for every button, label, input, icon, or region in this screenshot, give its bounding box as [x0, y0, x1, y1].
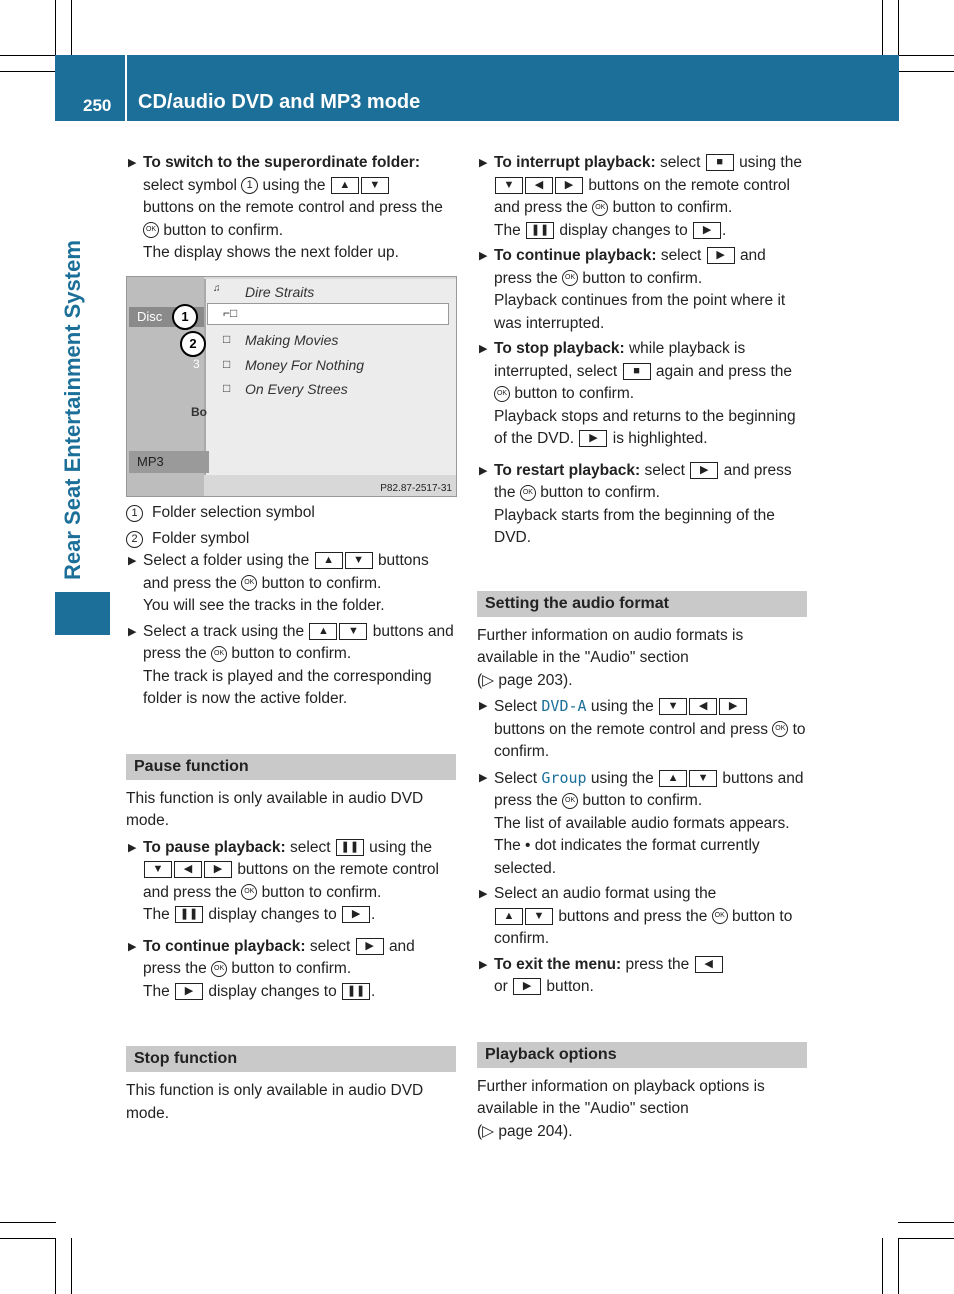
section-heading-pause: Pause function — [126, 754, 456, 780]
playback-intro: Further information on playback options is available in the "Audio" section (▷ page 204). — [477, 1077, 765, 1140]
audio-intro: Further information on audio formats is available in the "Audio" section (▷ page 203). — [477, 626, 744, 689]
crop-mark — [0, 1238, 56, 1239]
screen-mp3-label: MP3 — [129, 451, 209, 473]
screen-folder-icon: □ — [223, 381, 231, 395]
screen-track-number: 3 — [193, 357, 200, 371]
crop-mark — [898, 1222, 954, 1223]
header-divider — [125, 55, 127, 121]
crop-mark — [55, 0, 56, 56]
folder-screenshot — [126, 276, 457, 497]
left-column-lower — [126, 502, 456, 1125]
legend-item: 1 Folder selection symbol — [126, 502, 456, 525]
screen-bo-label: Bo — [191, 405, 207, 419]
pause-intro: This function is only available in audio DVD mode. — [126, 789, 424, 829]
step-continue-playback: ▶ To continue playback: select ▶ and press the OK button to confirm. The ▶ display changes to ❚❚ . — [128, 937, 415, 1000]
callout-1-marker: 1 — [172, 304, 198, 330]
step-select-group: ▶ Select Group using the ▲ ▼ buttons and press the OK button to confirm. The list of available audio formats appears. The • dot indicates the format currently selected. — [479, 768, 804, 877]
crop-mark — [71, 1238, 72, 1294]
step-pause-playback: ▶ To pause playback: select ❚❚ using the ▼ ◀ ▶ buttons on the remote control and press the OK button to confirm. The ❚❚ display changes to ▶ . — [128, 838, 439, 923]
screen-mp3-logo: ♫ — [213, 283, 221, 294]
step-select-track: ▶ Select a track using the ▲ ▼ buttons and press the OK button to confirm. The track is played and the corresponding folder is now the active folder. — [128, 622, 454, 707]
crop-mark — [898, 1238, 954, 1239]
stop-button-icon: ■ — [706, 154, 734, 171]
selected-dot-icon: • — [525, 837, 531, 854]
crop-mark — [0, 55, 56, 56]
step-select-dvda: ▶ Select DVD-A using the ▼ ◀ ▶ buttons on the remote control and press OK to confirm. — [479, 697, 806, 760]
section-heading-stop: Stop function — [126, 1046, 456, 1072]
ok-button-icon: OK — [143, 222, 159, 238]
screen-folder-item: Making Movies — [245, 332, 339, 348]
step-superordinate-folder: ▶ To switch to the superordinate folder: select symbol 1 using the ▲ ▼ buttons on the remote control and press the OK button to confirm. The display shows the next folder up. — [128, 154, 443, 261]
screen-figure-code: P82.87-2517-31 — [380, 483, 452, 494]
dvda-menu-item: DVD-A — [541, 697, 587, 715]
page-number: 250 — [83, 96, 112, 115]
step-select-folder: ▶ Select a folder using the ▲ ▼ buttons and press the OK button to confirm. You will see the tracks in the folder. — [128, 552, 429, 614]
crop-mark — [882, 1238, 883, 1294]
screen-artist: Dire Straits — [245, 284, 315, 300]
page-title: CD/audio DVD and MP3 mode — [138, 91, 421, 113]
screen-folder-up-icon: ⌐□ — [223, 306, 238, 320]
screen-selected-row — [207, 303, 449, 325]
legend-item: 2 Folder symbol — [126, 528, 456, 551]
step-restart-playback: ▶ To restart playback: select ▶ and press the OK button to confirm. Playback starts from the beginning of the DVD. — [479, 461, 792, 546]
step-interrupt-playback: ▶ To interrupt playback: select ■ using the ▼ ◀ ▶ buttons on the remote control and press the OK button to confirm. The ❚❚ display changes to ▶ . — [479, 154, 802, 239]
step-stop-playback: ▶ To stop playback: while playback is interrupted, select ■ again and press the OK button to confirm. Playback stops and returns to the beginning of the DVD. ▶ is highlighted. — [479, 340, 796, 447]
crop-mark — [898, 55, 954, 56]
down-button-icon: ▼ — [361, 177, 389, 194]
section-heading-audio-format: Setting the audio format — [477, 591, 807, 617]
crop-mark — [55, 1238, 56, 1294]
crop-mark — [898, 71, 954, 72]
screen-disc-tab: Disc — [129, 307, 212, 327]
side-tab-block — [55, 592, 110, 635]
up-button-icon: ▲ — [331, 177, 359, 194]
left-column — [126, 152, 456, 265]
screen-folder-item: Money For Nothing — [245, 357, 365, 373]
crop-mark — [71, 0, 72, 56]
side-chapter-title: Rear Seat Entertainment System — [60, 240, 85, 580]
step-select-audio-format: ▶ Select an audio format using the ▲ ▼ buttons and press the OK button to confirm. — [479, 885, 793, 947]
page-reference-link[interactable]: (▷ page 204). — [477, 1122, 573, 1140]
section-heading-playback-options: Playback options — [477, 1042, 807, 1068]
callout-2-marker: 2 — [180, 331, 206, 357]
step-continue-playback: ▶ To continue playback: select ▶ and press the OK button to confirm. Playback continues from the point where it was interrupted. — [479, 247, 786, 332]
screen-folder-icon: □ — [223, 357, 231, 371]
right-column — [477, 152, 807, 1143]
group-menu-item: Group — [541, 768, 587, 787]
page-reference-link[interactable]: (▷ page 203). — [477, 671, 573, 689]
screen-folder-icon: □ — [223, 332, 231, 346]
marker-1-icon: 1 — [241, 177, 258, 194]
bullet-arrow-icon: ▶ — [128, 157, 137, 169]
crop-mark — [882, 0, 883, 56]
step-exit-menu: ▶ To exit the menu: press the ◀ or ▶ button. — [477, 954, 807, 999]
crop-mark — [898, 0, 899, 56]
crop-mark — [898, 1238, 899, 1294]
crop-mark — [0, 71, 56, 72]
crop-mark — [0, 1222, 56, 1223]
pause-button-icon: ❚❚ — [336, 839, 364, 856]
stop-intro: This function is only available in audio DVD mode. — [126, 1082, 424, 1122]
screen-folder-item: On Every Strees — [245, 381, 348, 397]
